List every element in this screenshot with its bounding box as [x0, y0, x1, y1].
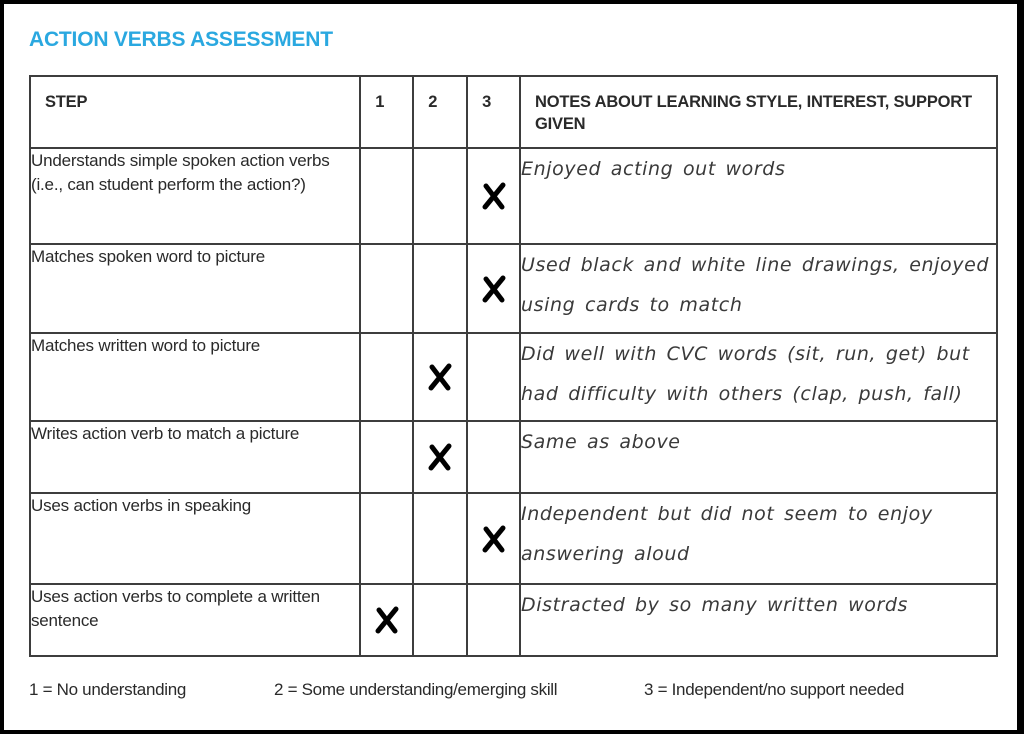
x-mark-icon [427, 363, 453, 391]
step-cell: Uses action verbs in speaking [30, 493, 360, 584]
level-2-cell [413, 244, 467, 333]
level-2-cell [413, 333, 467, 421]
x-mark-icon [481, 275, 507, 303]
header-level-2: 2 [413, 76, 467, 148]
level-2-cell [413, 584, 467, 656]
legend-level-3: 3 = Independent/no support needed [644, 680, 904, 699]
header-level-3: 3 [467, 76, 520, 148]
level-2-cell [413, 148, 467, 244]
step-cell: Matches spoken word to picture [30, 244, 360, 333]
header-level-1: 1 [360, 76, 413, 148]
notes-cell: Enjoyed acting out words [520, 148, 997, 244]
legend-level-1: 1 = No understanding [29, 680, 187, 699]
table-row [30, 333, 997, 421]
level-3-cell [467, 421, 520, 493]
level-1-cell [360, 333, 413, 421]
table-row [30, 493, 997, 584]
level-3-cell [467, 148, 520, 244]
assessment-card [4, 4, 1017, 730]
table-row [30, 584, 997, 656]
legend-level-2: 2 = Some understanding/emerging skill [274, 680, 558, 699]
level-1-cell [360, 244, 413, 333]
level-3-cell [467, 333, 520, 421]
level-3-cell [467, 493, 520, 584]
header-step: STEP [30, 76, 360, 148]
table-header-row [30, 76, 997, 148]
assessment-table [29, 75, 998, 657]
level-3-cell [467, 584, 520, 656]
x-mark-icon [427, 443, 453, 471]
notes-cell: Distracted by so many written words [520, 584, 997, 656]
notes-cell: Did well with CVC words (sit, run, get) but had difficulty with others (clap, push, fall) [520, 333, 997, 421]
notes-cell: Used black and white line drawings, enjoyed using cards to match [520, 244, 997, 333]
notes-cell: Same as above [520, 421, 997, 493]
step-cell: Writes action verb to match a picture [30, 421, 360, 493]
table-row [30, 244, 997, 333]
level-1-cell [360, 421, 413, 493]
page-title: ACTION VERBS ASSESSMENT [29, 28, 333, 51]
step-cell: Understands simple spoken action verbs (i.e., can student perform the action?) [30, 148, 360, 244]
x-mark-icon [481, 525, 507, 553]
header-notes: NOTES ABOUT LEARNING STYLE, INTEREST, SUPPORT GIVEN [520, 76, 997, 148]
table-row [30, 148, 997, 244]
x-mark-icon [374, 606, 400, 634]
notes-cell: Independent but did not seem to enjoy answering aloud [520, 493, 997, 584]
level-1-cell [360, 493, 413, 584]
level-2-cell [413, 493, 467, 584]
step-cell: Uses action verbs to complete a written sentence [30, 584, 360, 656]
table-body [30, 148, 997, 656]
level-2-cell [413, 421, 467, 493]
level-1-cell [360, 148, 413, 244]
level-1-cell [360, 584, 413, 656]
x-mark-icon [481, 182, 507, 210]
level-3-cell [467, 244, 520, 333]
step-cell: Matches written word to picture [30, 333, 360, 421]
table-row [30, 421, 997, 493]
